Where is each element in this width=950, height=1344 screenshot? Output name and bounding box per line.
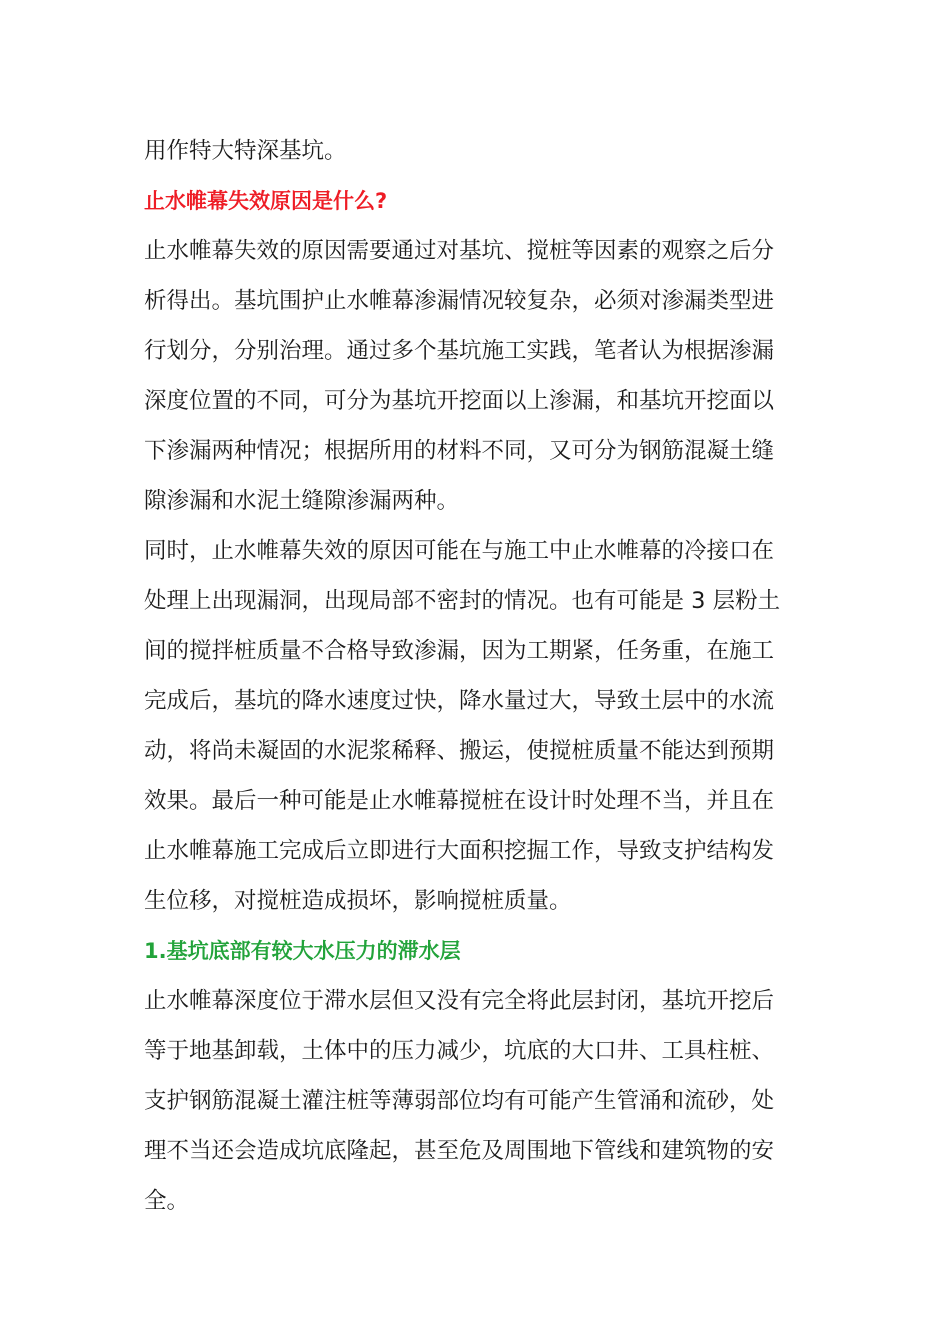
paragraph-line: 止水帷幕失效的原因需要通过对基坑、搅桩等因素的观察之后分	[144, 238, 775, 264]
paragraph-line: 处理上出现漏洞，出现局部不密封的情况。也有可能是 3 层粉土	[144, 588, 781, 614]
paragraph-line: 等于地基卸载，土体中的压力减少，坑底的大口井、工具柱桩、	[144, 1038, 775, 1064]
paragraph-line: 全。	[144, 1188, 190, 1214]
paragraph-line: 动，将尚未凝固的水泥浆稀释、搬运，使搅桩质量不能达到预期	[144, 738, 775, 764]
paragraph-line: 析得出。基坑围护止水帷幕渗漏情况较复杂，必须对渗漏类型进	[144, 288, 775, 314]
paragraph-line: 效果。最后一种可能是止水帷幕搅桩在设计时处理不当，并且在	[144, 788, 775, 814]
paragraph-line: 生位移，对搅桩造成损坏，影响搅桩质量。	[144, 888, 572, 914]
paragraph-line: 行划分，分别治理。通过多个基坑施工实践，笔者认为根据渗漏	[144, 338, 775, 364]
paragraph-line: 理不当还会造成坑底隆起，甚至危及周围地下管线和建筑物的安	[144, 1138, 775, 1164]
paragraph-line: 止水帷幕深度位于滞水层但又没有完全将此层封闭，基坑开挖后	[144, 988, 775, 1014]
intro-line: 用作特大特深基坑。	[144, 138, 347, 164]
paragraph-perched-water	[144, 976, 812, 1226]
document-page	[144, 126, 812, 1226]
paragraph-line: 止水帷幕施工完成后立即进行大面积挖掘工作，导致支护结构发	[144, 838, 775, 864]
paragraph-line: 支护钢筋混凝土灌注桩等薄弱部位均有可能产生管涌和流砂，处	[144, 1088, 775, 1114]
paragraph-line: 同时，止水帷幕失效的原因可能在与施工中止水帷幕的冷接口在	[144, 538, 775, 564]
paragraph-failure-analysis	[144, 226, 812, 526]
paragraph-line: 深度位置的不同，可分为基坑开挖面以上渗漏，和基坑开挖面以	[144, 388, 775, 414]
paragraph-line: 间的搅拌桩质量不合格导致渗漏，因为工期紧，任务重，在施工	[144, 638, 775, 664]
paragraph-line: 下渗漏两种情况；根据所用的材料不同，又可分为钢筋混凝土缝	[144, 438, 775, 464]
section-heading-perched-water: 1.基坑底部有较大水压力的滞水层	[144, 939, 461, 963]
section-heading-failure-causes: 止水帷幕失效原因是什么?	[144, 189, 388, 213]
paragraph-line: 完成后，基坑的降水速度过快，降水量过大，导致土层中的水流	[144, 688, 775, 714]
paragraph-construction-causes	[144, 526, 812, 926]
paragraph-line: 隙渗漏和水泥土缝隙渗漏两种。	[144, 488, 460, 514]
